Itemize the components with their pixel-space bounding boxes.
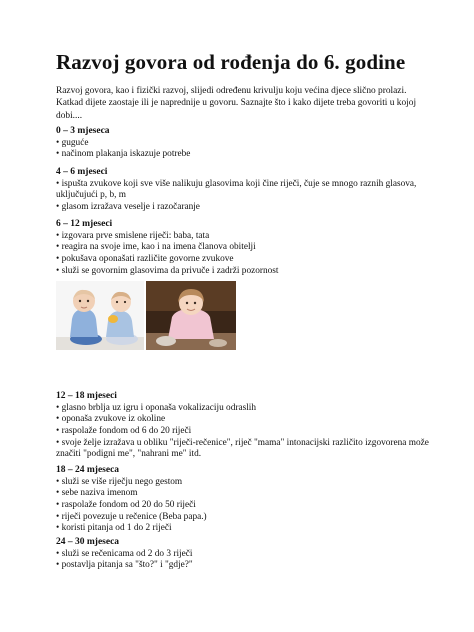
list-item: • glasno brblja uz igru i oponaša vokalizaciju odraslih bbox=[56, 403, 436, 415]
list-item: • reagira na svoje ime, kao i na imena članova obitelji bbox=[56, 242, 436, 254]
section-list bbox=[56, 549, 436, 572]
list-item: • guguće bbox=[56, 138, 436, 150]
list-item: • sebe naziva imenom bbox=[56, 488, 436, 500]
list-item: • ispušta zvukove koji sve više nalikuju glasovima koji čine riječi, čuje se mnogo raznih glasova, uključujući p, b, m bbox=[56, 179, 436, 202]
section-24-30-months bbox=[56, 537, 436, 572]
list-item: • izgovara prve smislene riječi: baba, tata bbox=[56, 231, 436, 243]
girl-photo bbox=[146, 281, 236, 350]
intro-paragraph: Razvoj govora, kao i fizički razvoj, slijedi određenu krivulju koju većina djece slično prolazi. Katkad dijete zaostaje ili je napredniје u govoru. Saznajte što i kako dijete treba govoriti u kojoj dobi.... bbox=[56, 86, 417, 121]
section-heading: 24 – 30 mjeseca bbox=[56, 537, 120, 547]
list-item: • raspolaže fondom od 6 do 20 riječi bbox=[56, 426, 436, 438]
list-item: • pokušava oponašati različite govorne zvukove bbox=[56, 254, 436, 266]
list-item: • riječi povezuje u rečenice (Beba papa.) bbox=[56, 512, 436, 524]
list-item: • oponaša zvukove iz okoline bbox=[56, 414, 436, 426]
photo-strip bbox=[56, 281, 236, 350]
section-heading: 12 – 18 mjeseci bbox=[56, 391, 117, 401]
section-heading: 0 – 3 mjeseca bbox=[56, 126, 110, 136]
section-list bbox=[56, 179, 436, 214]
list-item: • služi se rečenicama od 2 do 3 riječi bbox=[56, 549, 436, 561]
babies-photo bbox=[56, 281, 144, 350]
list-item: • služi se više riječju nego gestom bbox=[56, 477, 436, 489]
section-4-6-months bbox=[56, 167, 436, 214]
section-12-18-months bbox=[56, 391, 436, 461]
list-item: • služi se govornim glasovima da privuče i zadrži pozornost bbox=[56, 266, 436, 278]
section-0-3-months bbox=[56, 126, 436, 161]
section-heading: 6 – 12 mjeseci bbox=[56, 219, 113, 229]
section-18-24-months bbox=[56, 465, 436, 535]
page-title: Razvoj govora od rođenja do 6. godine bbox=[56, 50, 406, 74]
section-list bbox=[56, 138, 436, 161]
section-heading: 4 – 6 mjeseci bbox=[56, 167, 108, 177]
section-list bbox=[56, 477, 436, 535]
list-item: • glasom izražava veselje i razočaranje bbox=[56, 202, 436, 214]
list-item: • svoje želje izražava u obliku "riječi-rečenice", riječ "mama" intonacijski različito izgovorena može značiti "podigni me", "nahrani me" itd. bbox=[56, 438, 436, 461]
list-item: • postavlja pitanja sa "što?" i "gdje?" bbox=[56, 560, 436, 572]
section-list bbox=[56, 403, 436, 461]
list-item: • raspolaže fondom od 20 do 50 riječi bbox=[56, 500, 436, 512]
section-6-12-months bbox=[56, 219, 436, 277]
section-list bbox=[56, 231, 436, 277]
list-item: • koristi pitanja od 1 do 2 riječi bbox=[56, 523, 436, 535]
section-heading: 18 – 24 mjeseca bbox=[56, 465, 120, 475]
list-item: • načinom plakanja iskazuje potrebe bbox=[56, 149, 436, 161]
